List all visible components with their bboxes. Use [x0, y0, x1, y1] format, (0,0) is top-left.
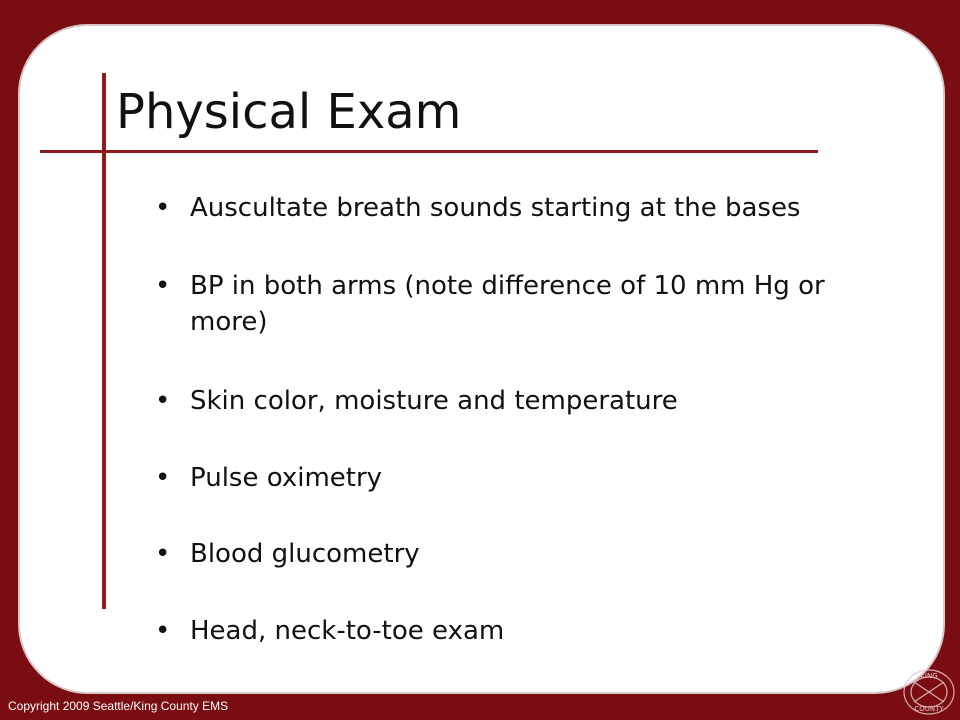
bullet-text: Pulse oximetry: [190, 463, 383, 493]
bullet-dot-icon: •: [155, 539, 171, 569]
slide-title: Physical Exam: [116, 84, 462, 140]
bullet-text: BP in both arms (note difference of 10 mm Hg or more): [190, 271, 825, 337]
bullet-text: Skin color, moisture and temperature: [190, 386, 678, 416]
bullet-item: [155, 460, 382, 496]
bullet-item: [155, 613, 504, 649]
logo-text-bottom: COUNTY: [914, 705, 944, 713]
copyright-text: Copyright 2009 Seattle/King County EMS: [8, 699, 229, 713]
horizontal-accent-rule: [40, 150, 818, 153]
bullet-dot-icon: •: [155, 193, 171, 223]
king-county-seal-icon: [900, 664, 958, 718]
bullet-text: Head, neck-to-toe exam: [190, 616, 505, 646]
bullet-item: [155, 268, 860, 340]
logo-text-top: KING: [920, 672, 938, 680]
bullet-item: [155, 383, 678, 419]
bullet-item: [155, 190, 800, 226]
bullet-text: Auscultate breath sounds starting at the bases: [190, 193, 801, 223]
bullet-dot-icon: •: [155, 386, 171, 416]
bullet-dot-icon: •: [155, 463, 171, 493]
bullet-text: Blood glucometry: [190, 539, 420, 569]
bullet-item: [155, 536, 420, 572]
vertical-accent-rule: [102, 73, 106, 609]
bullet-dot-icon: •: [155, 616, 171, 646]
bullet-dot-icon: •: [155, 271, 171, 301]
